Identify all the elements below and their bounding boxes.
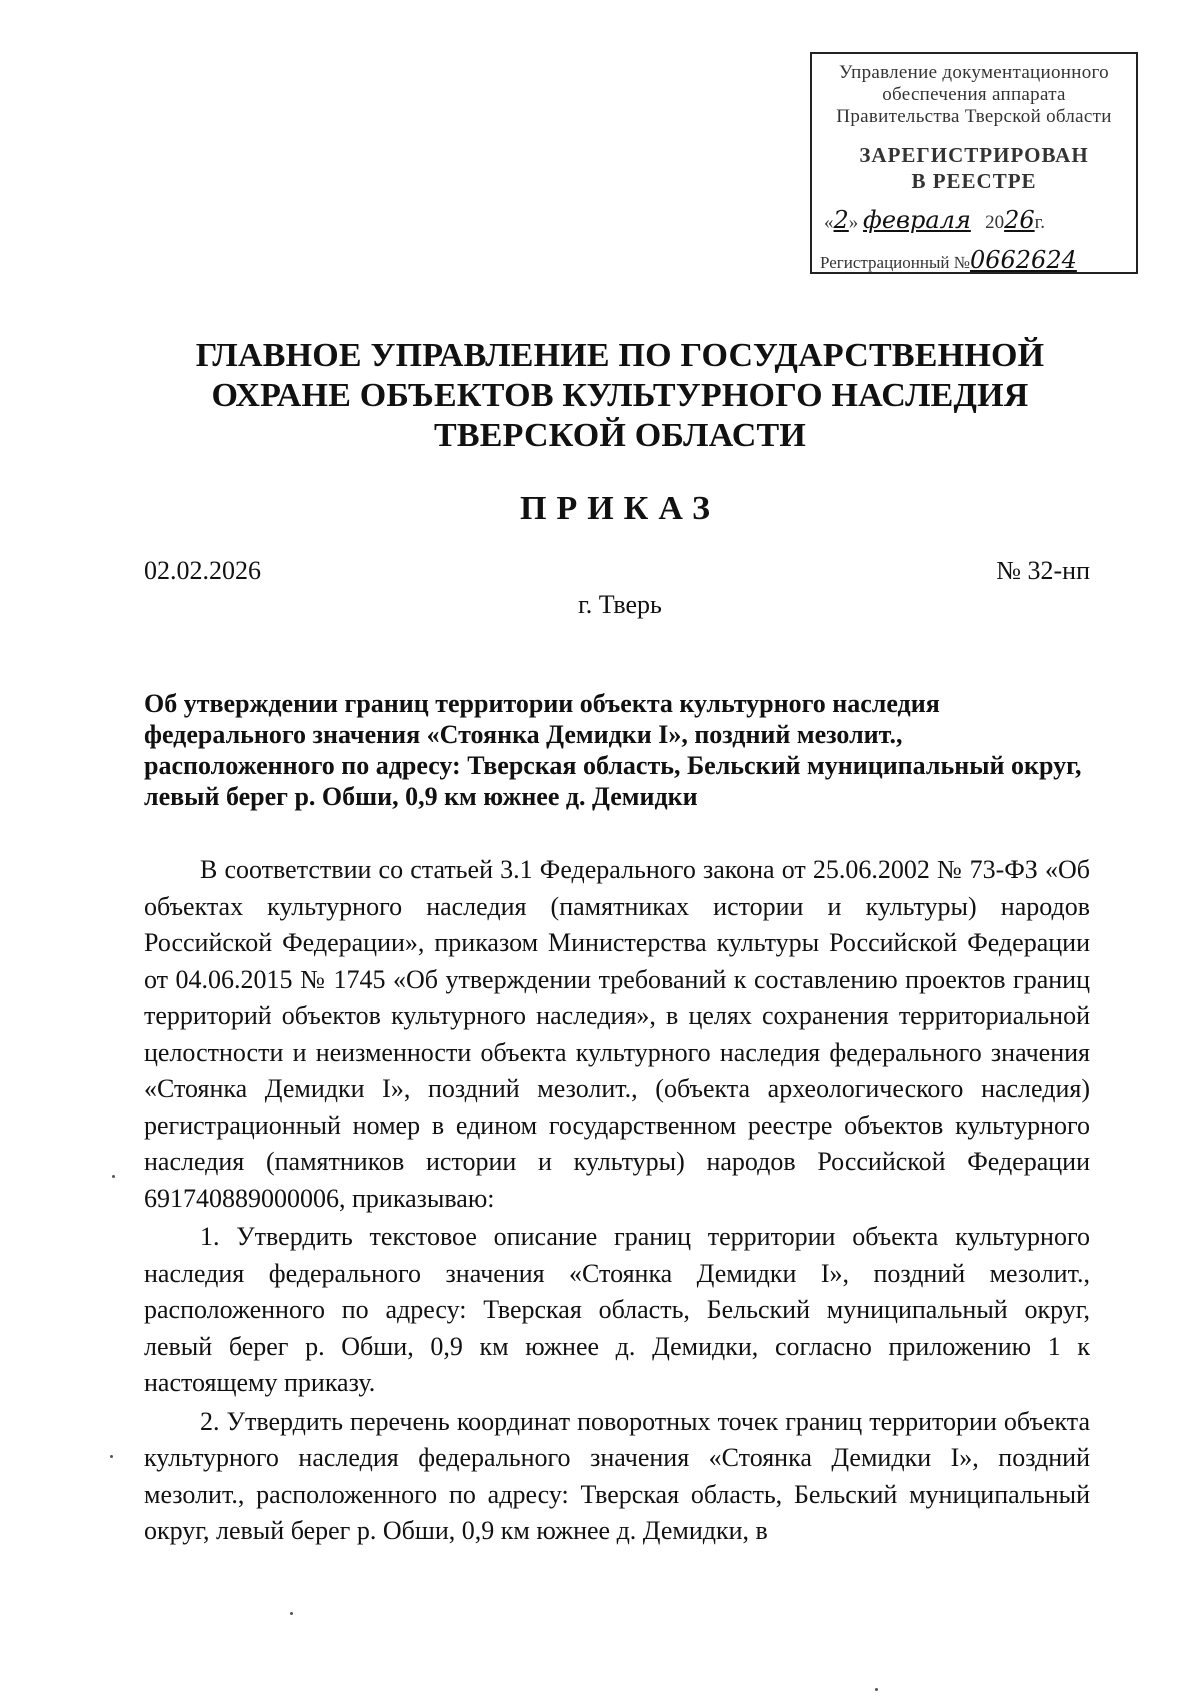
organization-title-line: ОХРАНЕ ОБЪЕКТОВ КУЛЬТУРНОГО НАСЛЕДИЯ — [211, 377, 1029, 414]
stamp-status-line: ЗАРЕГИСТРИРОВАН — [859, 143, 1089, 167]
order-item-1: 1. Утвердить текстовое описание границ территории объекта культурного наследия федерального значения «Стоянка Демидки I», поздний мезолит., расположенного по адресу: Тверская область, Бельский муниципальный округ, левый берег р. Обши, 0,9 км южнее д. Демидки, согласно приложению 1 к настоящему приказу. — [144, 1222, 1090, 1397]
stamp-org-line: Управление документационного — [839, 62, 1109, 83]
stamp-date-year-suffix: 26 — [1004, 206, 1035, 234]
preamble-paragraph: В соответствии со статьей 3.1 Федерального закона от 25.06.2002 № 73-ФЗ «Об объектах культурного наследия (памятниках истории и культуры) народов Российской Федерации», приказом Министерства культуры Российской Федерации от 04.06.2015 № 1745 «Об утверждении требований к составлению проектов границ территорий объектов культурного наследия», в целях сохранения территориальной целостности и неизменности объекта культурного наследия федерального значения «Стоянка Демидки I», поздний мезолит., (объекта археологического наследия) регистрационный номер в едином государственном реестре объектов культурного наследия (памятников истории и культуры) народов Российской Федерации 691740889000006, приказываю: — [144, 855, 1090, 1213]
organization-title-line: ГЛАВНОЕ УПРАВЛЕНИЕ ПО ГОСУДАРСТВЕННОЙ — [195, 337, 1045, 374]
scan-speck — [290, 1612, 293, 1615]
document-body — [144, 852, 1090, 1550]
stamp-reg-value: 0662624 — [969, 246, 1077, 274]
scan-speck — [875, 1688, 878, 1691]
stamp-org-line: обеспечения аппарата — [882, 84, 1066, 105]
stamp-date-year-prefix: 20 — [985, 212, 1005, 233]
document-date: 02.02.2026 — [144, 556, 261, 585]
registration-stamp — [810, 52, 1138, 274]
stamp-date-day: 2 — [833, 206, 849, 234]
stamp-reg-number — [820, 246, 1130, 274]
organization-title — [100, 336, 1140, 456]
document-city: г. Тверь — [578, 590, 662, 619]
stamp-date: «2» февраля 2026г. — [824, 206, 1046, 234]
document-subject: Об утверждении границ территории объекта культурного наследия федерального значения «Стоянка Демидки I», поздний мезолит., расположенного по адресу: Тверская область, Бельский муниципальный округ, левый берег р. Обши, 0,9 км южнее д. Демидки — [144, 689, 1082, 811]
scan-speck — [112, 1175, 115, 1178]
document-number: № 32-нп — [996, 556, 1090, 585]
organization-title-line: ТВЕРСКОЙ ОБЛАСТИ — [433, 417, 807, 454]
document-type: ПРИКАЗ — [520, 490, 720, 527]
stamp-reg-label: Регистрационный № — [820, 253, 970, 272]
stamp-date-month: февраля — [863, 206, 971, 234]
stamp-status-line: В РЕЕСТРЕ — [911, 169, 1037, 193]
scan-speck — [110, 1455, 113, 1458]
stamp-date-suffix: г. — [1034, 212, 1046, 233]
order-item-2: 2. Утвердить перечень координат поворотных точек границ территории объекта культурного наследия федерального значения «Стоянка Демидки I», поздний мезолит., расположенного по адресу: Тверская область, Бельский муниципальный округ, левый берег р. Обши, 0,9 км южнее д. Демидки, в — [144, 1406, 1090, 1545]
stamp-org-line: Правительства Тверской области — [836, 106, 1112, 127]
